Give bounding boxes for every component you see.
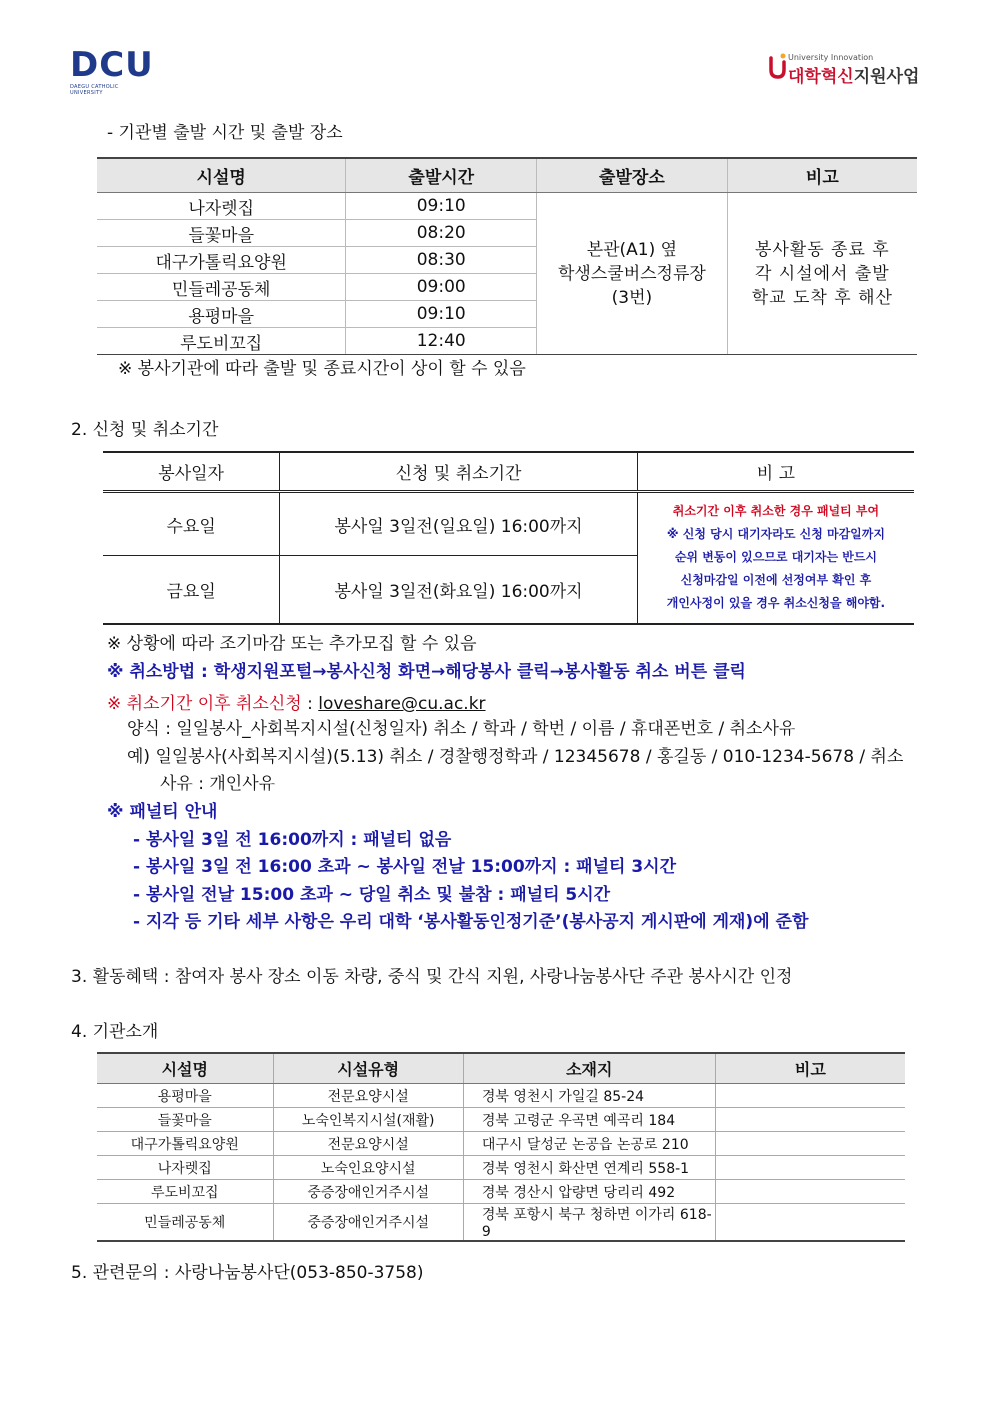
- section4-heading: 4. 기관소개: [71, 1022, 159, 1042]
- departure-place: [537, 193, 728, 355]
- dcu-logo: [70, 45, 154, 96]
- cancel-format: 양식 : 일일봉사_사회복지시설(신청일자) 취소 / 학과 / 학번 / 이름 / 휴대폰번호 / 취소사유: [127, 719, 796, 739]
- facility-note: [715, 1108, 905, 1132]
- column-header: 시설유형: [273, 1053, 463, 1084]
- separator: :: [301, 694, 319, 714]
- place-line: (3번): [611, 287, 653, 308]
- table-row: [97, 1132, 905, 1156]
- column-header: 출발시간: [346, 158, 537, 193]
- ui-mark-icon: [768, 52, 786, 80]
- column-header: 출발장소: [537, 158, 728, 193]
- departure-time: 09:00: [346, 274, 537, 301]
- penalty-note: [637, 492, 914, 624]
- penalty-note-line: 개인사정이 있을 경우 취소신청을 해야함.: [666, 596, 886, 611]
- cancel-example-continued: 사유 : 개인사유: [160, 774, 276, 794]
- section1-heading: - 기관별 출발 시간 및 출발 장소: [107, 123, 343, 143]
- table-row: [97, 1180, 905, 1204]
- ui-logo-title: [788, 62, 919, 87]
- facility-type: 중증장애인거주시설: [273, 1180, 463, 1204]
- cancel-after-period-label: 취소기간 이후 취소신청: [126, 694, 302, 714]
- departure-note: [727, 193, 917, 355]
- column-header: 시설명: [97, 158, 346, 193]
- cancel-method: ※ 취소방법 : 학생지원포털→봉사신청 화면→해당봉사 클릭→봉사활동 취소 버튼 클릭: [107, 662, 746, 682]
- table-row: [97, 1108, 905, 1132]
- facility-name: 대구가톨릭요양원: [97, 1132, 273, 1156]
- application-period-table: [103, 451, 914, 625]
- application-period: 봉사일 3일전(화요일) 16:00까지: [280, 556, 638, 624]
- facility-address: 경북 영천시 화산면 연계리 558-1: [463, 1156, 715, 1180]
- facility-address: 대구시 달성군 논공읍 논공로 210: [463, 1132, 715, 1156]
- departure-table-header: [97, 158, 917, 193]
- section5-contact: 5. 관련문의 : 사랑나눔봉사단(053-850-3758): [71, 1263, 424, 1283]
- early-close-note: ※ 상황에 따라 조기마감 또는 추가모집 할 수 있음: [107, 634, 477, 654]
- ui-logo-small-text: University Innovation: [788, 53, 874, 62]
- cancel-example: 예) 일일봉사(사회복지시설)(5.13) 취소 / 경찰행정학과 / 12345678 / 홍길동 / 010-1234-5678 / 취소: [127, 747, 904, 767]
- facility-type: 전문요양시설: [273, 1132, 463, 1156]
- column-header: 시설명: [97, 1053, 273, 1084]
- facility-note: [715, 1132, 905, 1156]
- facility-name: 민들레공동체: [97, 274, 346, 301]
- section2-heading: 2. 신청 및 취소기간: [71, 420, 219, 440]
- column-header: 비 고: [637, 452, 914, 492]
- dcu-logo-text: DCU: [70, 45, 154, 85]
- facility-note: [715, 1084, 905, 1108]
- facility-note: [715, 1156, 905, 1180]
- application-table-header: [103, 452, 914, 492]
- penalty-note-line: ※ 신청 당시 대기자라도 신청 마감일까지: [666, 527, 885, 542]
- facility-type: 전문요양시설: [273, 1084, 463, 1108]
- column-header: 봉사일자: [103, 452, 280, 492]
- table-row: [97, 1204, 905, 1242]
- facility-note: [715, 1180, 905, 1204]
- table-row: [97, 1156, 905, 1180]
- application-period: 봉사일 3일전(일요일) 16:00까지: [280, 492, 638, 556]
- departure-time: 09:10: [346, 193, 537, 220]
- penalty-line: - 봉사일 3일 전 16:00 초과 ~ 봉사일 전날 15:00까지 : 패널티 3시간: [133, 857, 677, 877]
- ui-logo-title-rest: 지원사업: [853, 67, 920, 87]
- penalty-title: ※ 패널티 안내: [107, 802, 218, 822]
- dcu-logo-subtitle: DAEGU CATHOLIC UNIVERSITY: [70, 84, 119, 96]
- note-mark: ※: [107, 694, 127, 714]
- facility-name: 대구가톨릭요양원: [97, 247, 346, 274]
- penalty-line: - 지각 등 기타 세부 사항은 우리 대학 ‘봉사활동인정기준’(봉사공지 게시판에 게재)에 준함: [133, 912, 809, 932]
- column-header: 소재지: [463, 1053, 715, 1084]
- column-header: 신청 및 취소기간: [280, 452, 638, 492]
- facility-type: 중증장애인거주시설: [273, 1204, 463, 1242]
- penalty-note-line: 신청마감일 이전에 선정여부 확인 후: [680, 573, 872, 588]
- section1-footnote: ※ 봉사기관에 따라 출발 및 종료시간이 상이 할 수 있음: [118, 359, 526, 379]
- facility-name: 들꽃마을: [97, 220, 346, 247]
- place-line: 본관(A1) 옆: [586, 239, 678, 260]
- facility-address: 경북 고령군 우곡면 예곡리 184: [463, 1108, 715, 1132]
- place-line: 학생스쿨버스정류장: [558, 263, 706, 284]
- facility-address: 경북 포항시 북구 청하면 이가리 618-9: [463, 1204, 715, 1242]
- penalty-note-red: 취소기간 이후 취소한 경우 패널티 부여: [672, 504, 880, 519]
- facility-table-header: [97, 1053, 905, 1084]
- facility-name: 민들레공동체: [97, 1204, 273, 1242]
- note-line: 봉사활동 종료 후: [754, 239, 890, 260]
- penalty-line: - 봉사일 전날 15:00 초과 ~ 당일 취소 및 불참 : 패널티 5시간: [133, 885, 611, 905]
- facility-name: 들꽃마을: [97, 1108, 273, 1132]
- service-day: 금요일: [103, 556, 280, 624]
- note-line: 각 시설에서 출발: [754, 263, 890, 284]
- departure-time: 08:20: [346, 220, 537, 247]
- service-day: 수요일: [103, 492, 280, 556]
- departure-table: [97, 157, 917, 355]
- departure-time: 12:40: [346, 328, 537, 355]
- column-header: 비고: [727, 158, 917, 193]
- facility-name: 용평마을: [97, 1084, 273, 1108]
- facility-name: 나자렛집: [97, 1156, 273, 1180]
- penalty-note-line: 순위 변동이 있으므로 대기자는 반드시: [674, 550, 878, 565]
- facility-name: 루도비꼬집: [97, 328, 346, 355]
- ui-logo-title-red: 대학혁신: [788, 67, 854, 87]
- facility-name: 용평마을: [97, 301, 346, 328]
- departure-time: 09:10: [346, 301, 537, 328]
- section3-benefits: 3. 활동혜택 : 참여자 봉사 장소 이동 차량, 중식 및 간식 지원, 사랑나눔봉사단 주관 봉사시간 인정: [71, 967, 793, 987]
- cancel-after-period: [107, 693, 486, 715]
- university-innovation-logo: [768, 48, 928, 87]
- table-row: [97, 193, 917, 220]
- facility-type: 노숙인요양시설: [273, 1156, 463, 1180]
- facility-type: 노숙인복지시설(재활): [273, 1108, 463, 1132]
- facility-name: 나자렛집: [97, 193, 346, 220]
- table-row: [103, 492, 914, 556]
- column-header: 비고: [715, 1053, 905, 1084]
- facility-address: 경북 경산시 압량면 당리리 492: [463, 1180, 715, 1204]
- table-row: [97, 1084, 905, 1108]
- email-link[interactable]: loveshare@cu.ac.kr: [318, 694, 486, 714]
- note-line: 학교 도착 후 해산: [751, 287, 893, 308]
- penalty-line: - 봉사일 3일 전 16:00까지 : 패널티 없음: [133, 830, 452, 850]
- facility-address: 경북 영천시 가일길 85-24: [463, 1084, 715, 1108]
- departure-time: 08:30: [346, 247, 537, 274]
- facility-name: 루도비꼬집: [97, 1180, 273, 1204]
- facility-intro-table: [97, 1052, 905, 1242]
- facility-note: [715, 1204, 905, 1242]
